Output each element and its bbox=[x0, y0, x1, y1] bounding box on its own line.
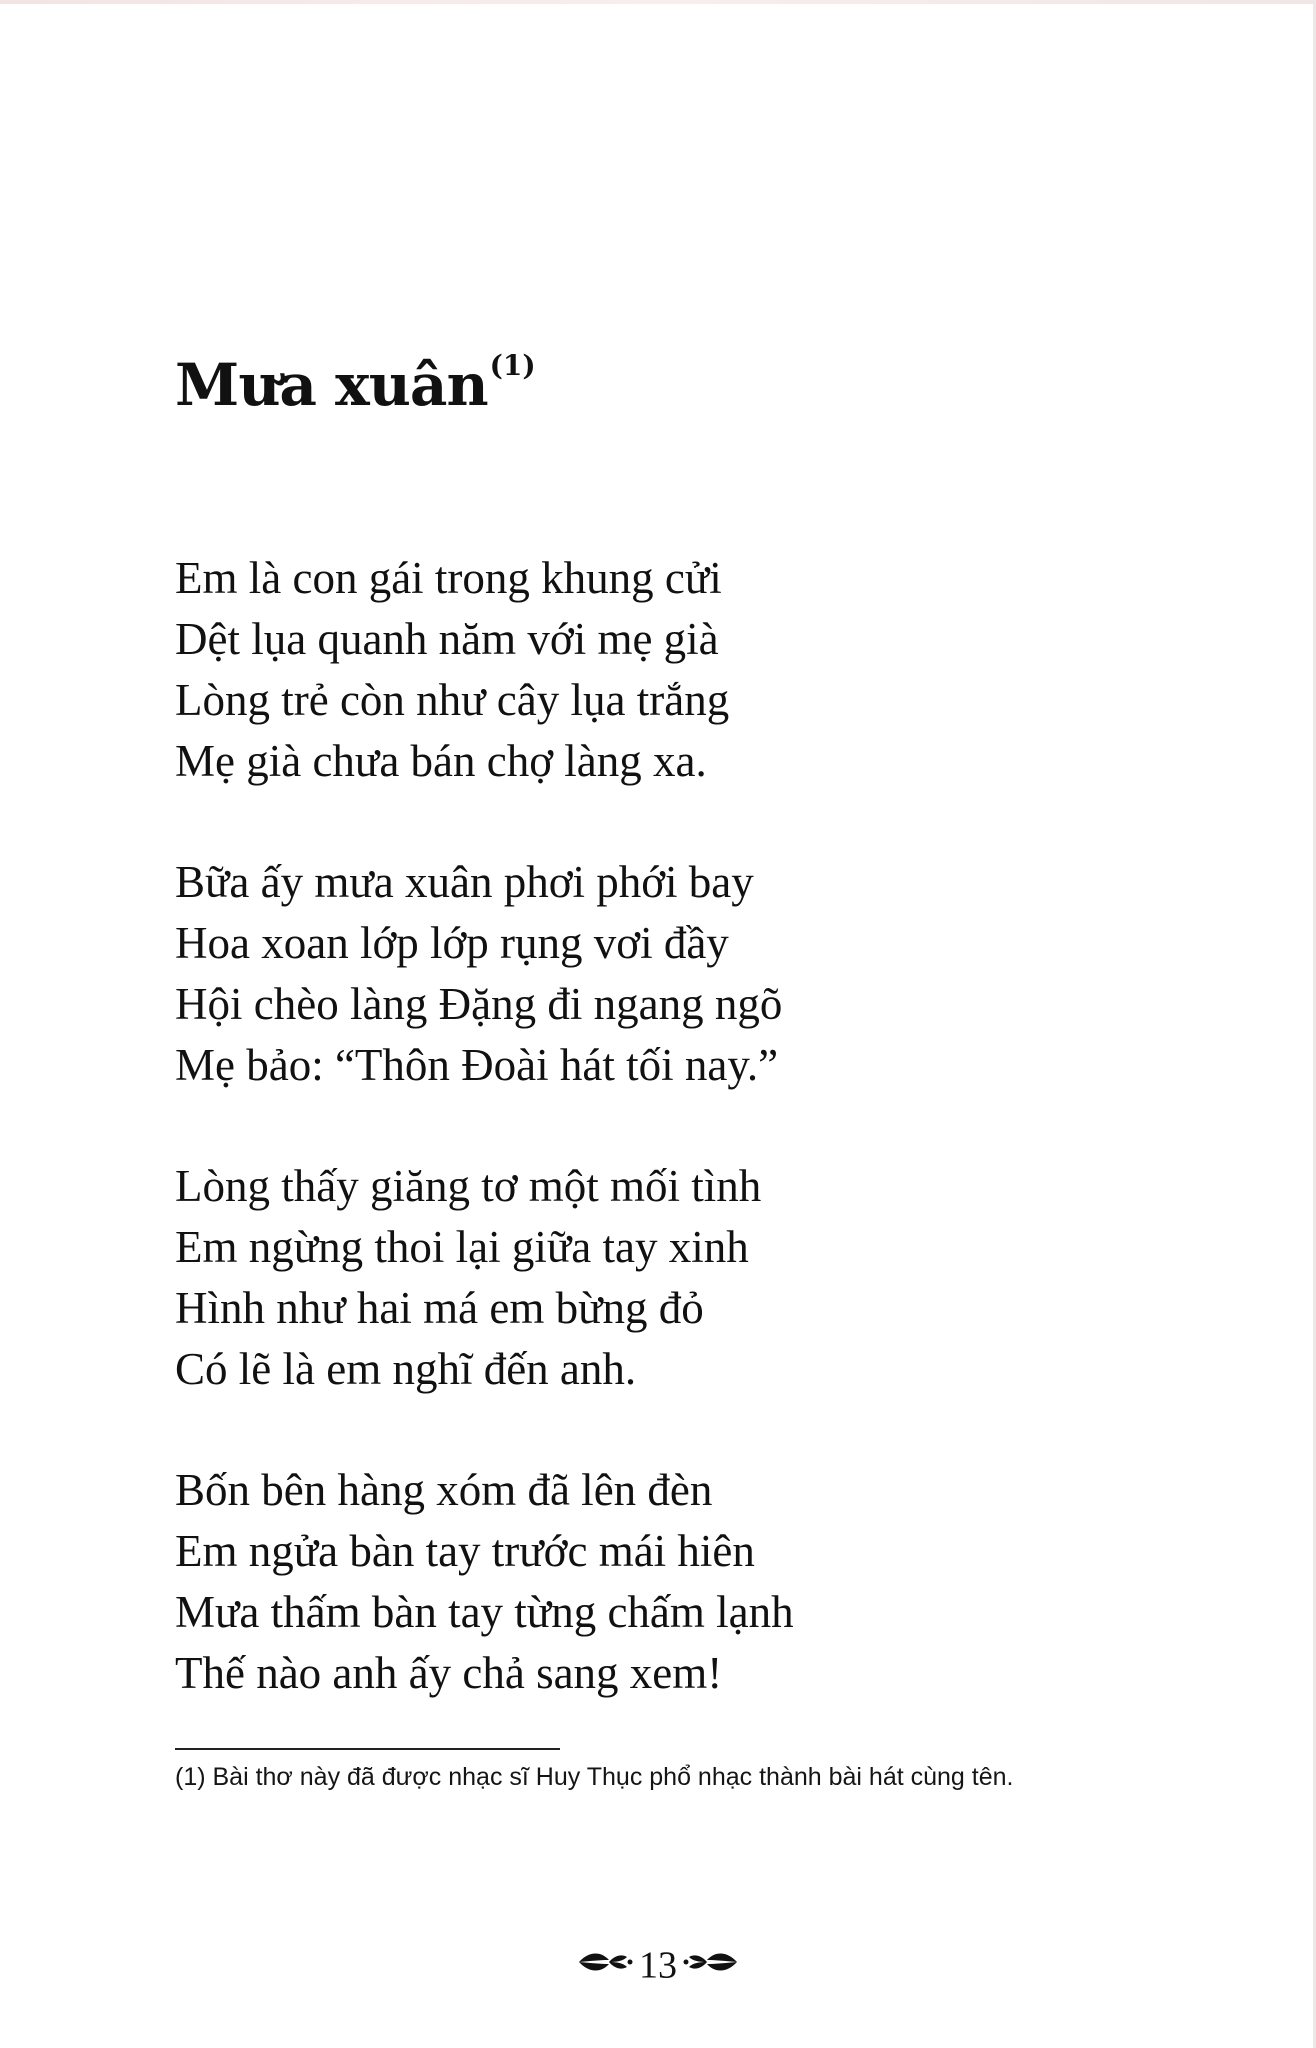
stanza bbox=[175, 1156, 1175, 1400]
poem-line: Hình như hai má em bừng đỏ bbox=[175, 1283, 704, 1333]
leaf-ornament-icon bbox=[683, 1943, 741, 1987]
footnote-marker: (1) bbox=[489, 349, 536, 382]
poem-line: Dệt lụa quanh năm với mẹ già bbox=[175, 614, 719, 664]
poem-line: Em là con gái trong khung cửi bbox=[175, 553, 722, 603]
poem-body bbox=[175, 548, 1175, 1764]
poem-line: Mẹ bảo: “Thôn Đoài hát tối nay.” bbox=[175, 1040, 779, 1090]
stanza bbox=[175, 852, 1175, 1096]
footnote: (1) Bài thơ này đã được nhạc sĩ Huy Thục phổ nhạc thành bài hát cùng tên. bbox=[175, 1763, 1014, 1791]
footnote-rule bbox=[175, 1748, 560, 1750]
poem-line: Em ngửa bàn tay trước mái hiên bbox=[175, 1526, 755, 1576]
poem-title-text: Mưa xuân bbox=[175, 351, 488, 419]
poem-line: Hoa xoan lớp lớp rụng vơi đầy bbox=[175, 918, 729, 968]
poem-line: Thế nào anh ấy chả sang xem! bbox=[175, 1648, 723, 1698]
stanza bbox=[175, 1460, 1175, 1704]
poem-line: Lòng trẻ còn như cây lụa trắng bbox=[175, 675, 730, 725]
poem-line: Mẹ già chưa bán chợ làng xa. bbox=[175, 736, 707, 786]
poem-line: Em ngừng thoi lại giữa tay xinh bbox=[175, 1222, 749, 1272]
page-top-edge bbox=[0, 0, 1316, 4]
page-number: 13 bbox=[639, 1944, 677, 1987]
leaf-ornament-icon bbox=[575, 1943, 633, 1987]
poem-line: Hội chèo làng Đặng đi ngang ngõ bbox=[175, 979, 783, 1029]
stanza bbox=[175, 548, 1175, 792]
poem-line: Bốn bên hàng xóm đã lên đèn bbox=[175, 1465, 713, 1515]
page-footer bbox=[0, 1940, 1316, 1987]
poem-line: Mưa thấm bàn tay từng chấm lạnh bbox=[175, 1587, 794, 1637]
poem-title bbox=[175, 349, 536, 419]
poem-line: Có lẽ là em nghĩ đến anh. bbox=[175, 1344, 637, 1394]
poem-line: Bữa ấy mưa xuân phơi phới bay bbox=[175, 857, 754, 907]
poem-line: Lòng thấy giăng tơ một mối tình bbox=[175, 1161, 762, 1211]
